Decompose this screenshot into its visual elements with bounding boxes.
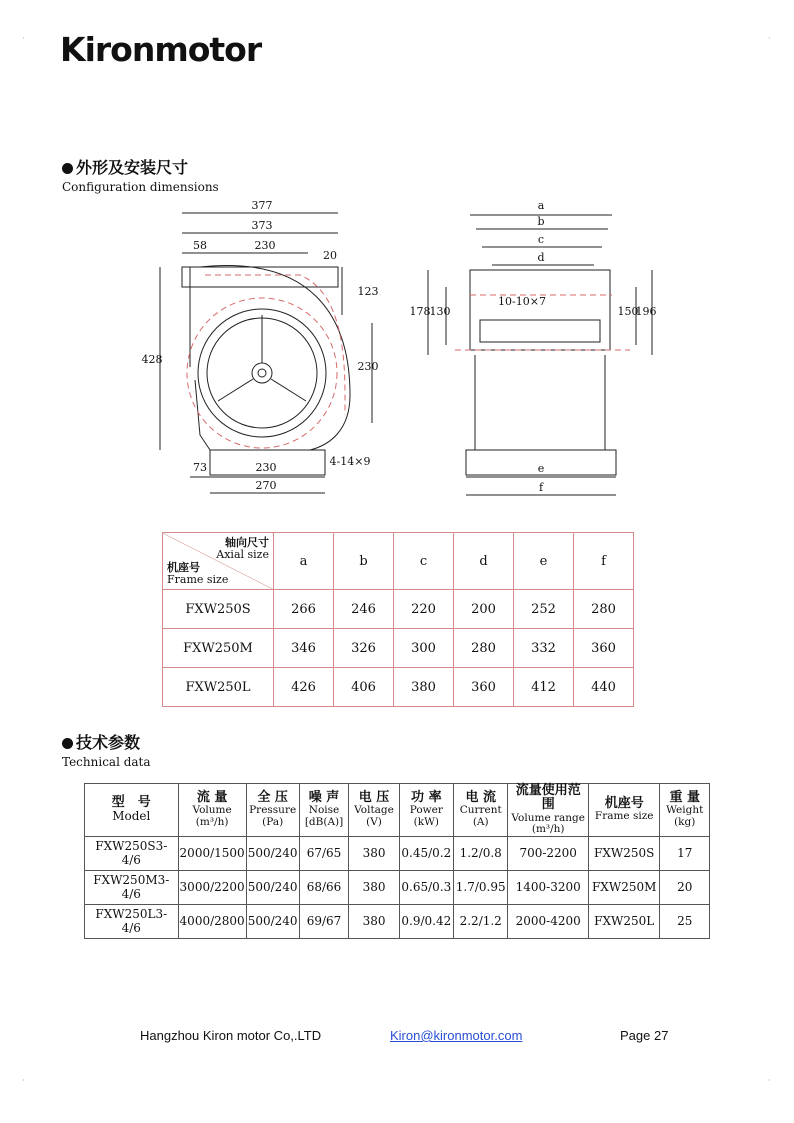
dim-label: 150: [617, 305, 639, 318]
value-cell: 360: [454, 668, 514, 707]
config-section-heading: [62, 155, 219, 194]
config-title-cn: 外形及安装尺寸: [62, 155, 219, 178]
cell-volume: 2000/1500: [178, 836, 246, 870]
table-row: [85, 904, 710, 938]
table-row: [85, 836, 710, 870]
dim-label: 4-14×9: [329, 455, 371, 468]
value-cell: 326: [334, 629, 394, 668]
cell-current: 2.2/1.2: [454, 904, 508, 938]
config-title-en: Configuration dimensions: [62, 180, 219, 194]
dim-label: 73: [193, 461, 207, 474]
value-cell: 300: [394, 629, 454, 668]
frame-size-label-en: Frame size: [167, 572, 229, 586]
value-cell: 412: [514, 668, 574, 707]
cell-power: 0.45/0.2: [399, 836, 453, 870]
column-header: d: [454, 533, 514, 590]
cell-power: 0.65/0.3: [399, 870, 453, 904]
footer-company: Hangzhou Kiron motor Co,.LTD: [140, 1028, 322, 1043]
footer-email-container: [390, 1028, 522, 1043]
company-logo: Kironmotor: [60, 30, 262, 69]
table-header-row: [85, 784, 710, 837]
cell-volume-range: 2000-4200: [508, 904, 589, 938]
dim-label: 270: [255, 479, 277, 492]
footer-page-number: Page 27: [620, 1028, 669, 1043]
value-cell: 280: [454, 629, 514, 668]
value-cell: 252: [514, 590, 574, 629]
value-cell: 246: [334, 590, 394, 629]
dim-label: 20: [323, 249, 337, 262]
value-cell: 406: [334, 668, 394, 707]
cell-volume-range: 1400-3200: [508, 870, 589, 904]
cell-voltage: 380: [349, 836, 399, 870]
value-cell: 346: [274, 629, 334, 668]
column-header: b: [334, 533, 394, 590]
cell-volume-range: 700-2200: [508, 836, 589, 870]
axial-size-label-cn: 轴向尺寸: [225, 536, 269, 549]
value-cell: 220: [394, 590, 454, 629]
cell-volume: 4000/2800: [178, 904, 246, 938]
cell-model: FXW250S3-4/6: [85, 836, 179, 870]
technical-data-table: [84, 783, 710, 939]
dim-label: 178: [409, 305, 431, 318]
value-cell: 380: [394, 668, 454, 707]
header-current: 电 流 Current (A): [454, 784, 508, 837]
dim-label: 58: [193, 239, 207, 252]
frame-cell: FXW250L: [163, 668, 274, 707]
value-cell: 332: [514, 629, 574, 668]
corner-mark: ·: [22, 1076, 25, 1085]
cell-pressure: 500/240: [246, 870, 299, 904]
tech-title-cn: 技术参数: [62, 730, 151, 753]
cell-weight: 17: [660, 836, 710, 870]
column-header: f: [574, 533, 634, 590]
value-cell: 266: [274, 590, 334, 629]
cell-pressure: 500/240: [246, 836, 299, 870]
value-cell: 280: [574, 590, 634, 629]
dim-label: c: [537, 233, 545, 246]
cell-voltage: 380: [349, 870, 399, 904]
cell-model: FXW250L3-4/6: [85, 904, 179, 938]
dim-label: 377: [251, 199, 273, 212]
dim-label: e: [537, 462, 545, 475]
table-row: [85, 870, 710, 904]
dim-label: 230: [255, 461, 277, 474]
dim-label: 123: [357, 285, 379, 298]
dim-label: 130: [429, 305, 451, 318]
frame-cell: FXW250M: [163, 629, 274, 668]
column-header: a: [274, 533, 334, 590]
value-cell: 200: [454, 590, 514, 629]
corner-mark: ·: [768, 34, 771, 43]
header-volume: 流 量 Volume (m³/h): [178, 784, 246, 837]
cell-current: 1.2/0.8: [454, 836, 508, 870]
header-frame-size: 机座号 Frame size: [588, 784, 659, 837]
header-voltage: 电 压 Voltage (V): [349, 784, 399, 837]
dim-label: 196: [635, 305, 657, 318]
corner-mark: ·: [22, 34, 25, 43]
header-power: 功 率 Power (kW): [399, 784, 453, 837]
dim-label: 230: [357, 360, 379, 373]
table-row: [163, 590, 634, 629]
value-cell: 426: [274, 668, 334, 707]
dim-label: d: [537, 251, 545, 264]
bullet-icon: [62, 163, 73, 174]
cell-frame-size: FXW250L: [588, 904, 659, 938]
tech-section-heading: [62, 730, 151, 769]
diagonal-header-cell: [163, 533, 274, 590]
cell-noise: 68/66: [299, 870, 349, 904]
corner-mark: ·: [768, 1076, 771, 1085]
header-volume-range: 流量使用范围 Volume range (m³/h): [508, 784, 589, 837]
column-header: e: [514, 533, 574, 590]
header-noise: 噪 声 Noise [dB(A)]: [299, 784, 349, 837]
footer-email-link[interactable]: Kiron@kironmotor.com: [390, 1028, 523, 1043]
cell-frame-size: FXW250S: [588, 836, 659, 870]
value-cell: 360: [574, 629, 634, 668]
cell-weight: 20: [660, 870, 710, 904]
dim-label: 10-10×7: [498, 295, 546, 308]
cell-weight: 25: [660, 904, 710, 938]
dim-label: 428: [141, 353, 163, 366]
header-pressure: 全 压 Pressure (Pa): [246, 784, 299, 837]
table-header-row: [163, 533, 634, 590]
dim-label: a: [537, 199, 545, 212]
table-row: [163, 629, 634, 668]
table-row: [163, 668, 634, 707]
cell-frame-size: FXW250M: [588, 870, 659, 904]
frame-cell: FXW250S: [163, 590, 274, 629]
cell-model: FXW250M3-4/6: [85, 870, 179, 904]
axial-size-table: [162, 532, 634, 707]
cell-noise: 67/65: [299, 836, 349, 870]
dim-label: f: [538, 481, 544, 494]
column-header: c: [394, 533, 454, 590]
bullet-icon: [62, 738, 73, 749]
value-cell: 440: [574, 668, 634, 707]
tech-title-en: Technical data: [62, 755, 151, 769]
cell-voltage: 380: [349, 904, 399, 938]
dim-label: 373: [251, 219, 273, 232]
dim-label: 230: [254, 239, 276, 252]
header-model: 型 号 Model: [85, 784, 179, 837]
cell-power: 0.9/0.42: [399, 904, 453, 938]
axial-size-label-en: Axial size: [216, 548, 269, 562]
configuration-drawing: [0, 195, 794, 515]
cell-noise: 69/67: [299, 904, 349, 938]
header-weight: 重 量 Weight (kg): [660, 784, 710, 837]
cell-current: 1.7/0.95: [454, 870, 508, 904]
frame-size-label-cn: 机座号: [167, 560, 200, 574]
cell-volume: 3000/2200: [178, 870, 246, 904]
dim-label: b: [537, 215, 545, 228]
cell-pressure: 500/240: [246, 904, 299, 938]
